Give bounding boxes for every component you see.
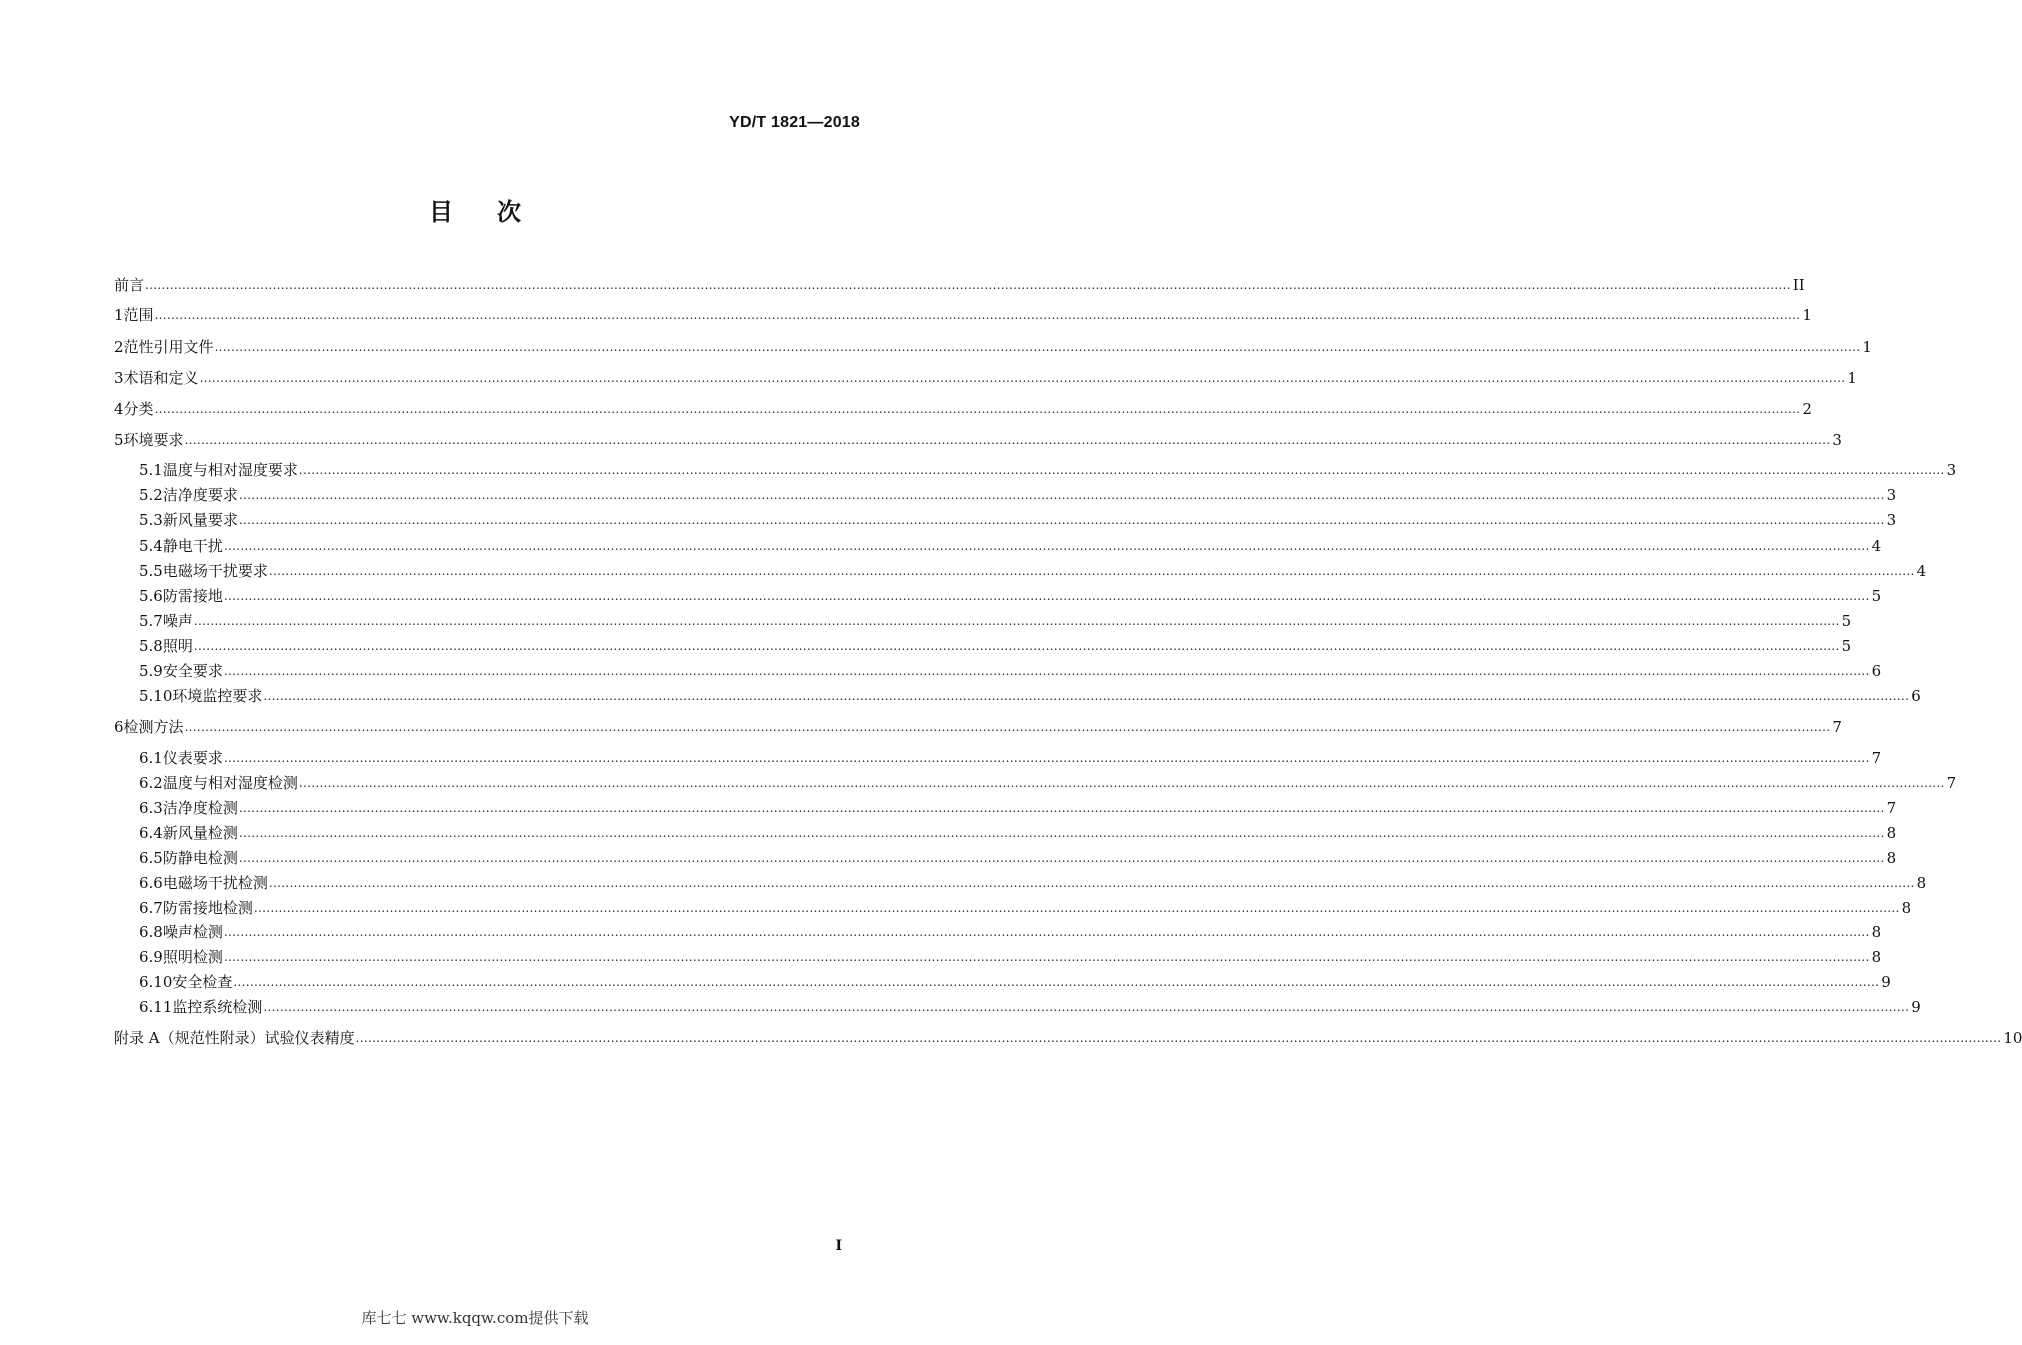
toc-entry-label: 防静电检测 (162, 849, 238, 867)
toc-entry-label: 附录 A（规范性附录）试验仪表精度 (114, 1029, 355, 1047)
toc-entry-number: 6.3 (139, 799, 163, 817)
toc-entry[interactable] (114, 611, 1852, 631)
toc-entry[interactable] (114, 717, 1842, 737)
toc-entry-number: 5.5 (139, 562, 163, 580)
toc-entry-page: 1 (1847, 369, 1857, 387)
toc-entry-label: 环境监控要求 (172, 687, 263, 705)
toc-leader-dots: ................................................................................................................................................................................................................................................................................................................................................................................................................ (238, 488, 1885, 502)
toc-entry[interactable] (114, 997, 1921, 1017)
toc-entry-label: 电磁场干扰检测 (162, 874, 268, 892)
toc-entry-number: 3 (114, 369, 124, 387)
toc-entry-page: 6 (1911, 687, 1921, 705)
toc-entry[interactable] (114, 798, 1897, 818)
toc-entry-label: 安全要求 (162, 662, 223, 680)
toc-entry[interactable] (114, 460, 1957, 480)
toc-leader-dots: ................................................................................................................................................................................................................................................................................................................................................................................................................ (238, 513, 1885, 527)
toc-entry-page: 1 (1802, 306, 1812, 324)
toc-entry-label: 静电干扰 (162, 537, 223, 555)
toc-entry-label: 照明检测 (162, 948, 223, 966)
toc-entry-page: 3 (1886, 511, 1897, 529)
toc-entry[interactable] (114, 430, 1842, 450)
toc-entry-number: 6.5 (139, 849, 163, 867)
toc-entry[interactable] (114, 898, 1912, 918)
toc-leader-dots: ................................................................................................................................................................................................................................................................................................................................................................................................................ (154, 308, 1801, 322)
toc-entry[interactable] (114, 305, 1812, 325)
toc-entry-page: 5 (1841, 637, 1852, 655)
toc-leader-dots: ................................................................................................................................................................................................................................................................................................................................................................................................................ (268, 876, 1915, 890)
toc-entry[interactable] (114, 686, 1921, 706)
toc-entry-label: 安全检查 (172, 973, 233, 991)
toc-entry-label: 范围 (123, 306, 154, 324)
toc-entry-number: 6.7 (139, 899, 163, 917)
toc-entry-page: 8 (1871, 923, 1882, 941)
toc-entry-number: 5.9 (139, 662, 163, 680)
toc-entry[interactable] (114, 636, 1852, 656)
toc-entry[interactable] (114, 748, 1882, 768)
toc-leader-dots: ................................................................................................................................................................................................................................................................................................................................................................................................................ (184, 433, 1831, 447)
toc-leader-dots: ................................................................................................................................................................................................................................................................................................................................................................................................................ (268, 564, 1915, 578)
toc-entry-number: 5 (114, 431, 124, 449)
toc-entry-page: 7 (1832, 718, 1842, 736)
toc-leader-dots: ................................................................................................................................................................................................................................................................................................................................................................................................................ (145, 278, 1791, 292)
toc-entry-number: 6.1 (139, 749, 163, 767)
toc-entry[interactable] (114, 848, 1897, 868)
toc-entry-number: 2 (114, 338, 124, 356)
toc-entry[interactable] (114, 399, 1812, 419)
toc-entry[interactable] (114, 873, 1927, 893)
title-char-2: 次 (497, 198, 521, 226)
toc-entry[interactable] (114, 972, 1891, 992)
toc-entry-page: 8 (1886, 824, 1897, 842)
toc-entry-number: 5.7 (139, 612, 163, 630)
toc-entry-number: 6.4 (139, 824, 163, 842)
toc-leader-dots: ................................................................................................................................................................................................................................................................................................................................................................................................................ (263, 689, 1910, 703)
toc-entry[interactable] (114, 275, 1805, 295)
toc-entry-label: 防雷接地检测 (162, 899, 253, 917)
toc-leader-dots: ................................................................................................................................................................................................................................................................................................................................................................................................................ (263, 1000, 1910, 1014)
toc-entry-page: 5 (1871, 587, 1882, 605)
toc-entry-page: 10 (2003, 1029, 2022, 1047)
toc-leader-dots: ................................................................................................................................................................................................................................................................................................................................................................................................................ (223, 925, 1870, 939)
toc-entry-page: 3 (1886, 486, 1897, 504)
toc-entry-page: 1 (1862, 338, 1872, 356)
toc-entry-page: 9 (1881, 973, 1891, 991)
toc-entry-number: 5.1 (139, 461, 163, 479)
toc-entry-page: 8 (1916, 874, 1927, 892)
toc-entry-label: 术语和定义 (123, 369, 199, 387)
toc-entry-label: 监控系统检测 (172, 998, 263, 1016)
toc-entry-label: 新风量要求 (162, 511, 238, 529)
toc-leader-dots: ................................................................................................................................................................................................................................................................................................................................................................................................................ (154, 402, 1801, 416)
toc-leader-dots: ................................................................................................................................................................................................................................................................................................................................................................................................................ (184, 720, 1831, 734)
toc-leader-dots: ................................................................................................................................................................................................................................................................................................................................................................................................................ (193, 639, 1840, 653)
toc-entry-page: 8 (1886, 849, 1897, 867)
download-footer: 库七七 www.kqqw.com提供下载 (361, 1309, 589, 1327)
toc-entry-label: 防雷接地 (162, 587, 223, 605)
toc-entry-page: 7 (1946, 774, 1957, 792)
toc-entry[interactable] (114, 536, 1882, 556)
toc-entry-number: 5.3 (139, 511, 163, 529)
toc-entry[interactable] (114, 823, 1897, 843)
toc-leader-dots: ................................................................................................................................................................................................................................................................................................................................................................................................................ (238, 851, 1885, 865)
toc-entry[interactable] (114, 922, 1882, 942)
toc-entry-page: 8 (1871, 948, 1882, 966)
toc-leader-dots: ................................................................................................................................................................................................................................................................................................................................................................................................................ (223, 950, 1870, 964)
toc-entry-number: 6.9 (139, 948, 163, 966)
toc-entry-page: 7 (1886, 799, 1897, 817)
toc-entry-page: 4 (1871, 537, 1882, 555)
toc-entry-page: 3 (1832, 431, 1842, 449)
toc-entry-page: 9 (1911, 998, 1921, 1016)
toc-entry-number: 1 (114, 306, 124, 324)
toc-leader-dots: ................................................................................................................................................................................................................................................................................................................................................................................................................ (238, 801, 1885, 815)
toc-leader-dots: ................................................................................................................................................................................................................................................................................................................................................................................................................ (355, 1031, 2002, 1045)
toc-entry-page: 8 (1901, 899, 1912, 917)
toc-leader-dots: ................................................................................................................................................................................................................................................................................................................................................................................................................ (214, 340, 1861, 354)
toc-entry-number: 5.4 (139, 537, 163, 555)
toc-entry-number: 5.2 (139, 486, 163, 504)
toc-entry-number: 6.11 (139, 998, 173, 1016)
toc-entry[interactable] (114, 947, 1882, 967)
toc-entry[interactable] (114, 1028, 2022, 1048)
standard-number: YD/T 1821—2018 (729, 114, 860, 131)
toc-entry[interactable] (114, 586, 1882, 606)
toc-entry[interactable] (114, 773, 1957, 793)
toc-entry[interactable] (114, 485, 1897, 505)
toc-entry-number: 4 (114, 400, 124, 418)
toc-entry-number: 5.6 (139, 587, 163, 605)
toc-leader-dots: ................................................................................................................................................................................................................................................................................................................................................................................................................ (298, 776, 1945, 790)
toc-leader-dots: ................................................................................................................................................................................................................................................................................................................................................................................................................ (233, 975, 1880, 989)
toc-entry-page: 4 (1916, 562, 1927, 580)
toc-entry-label: 噪声 (162, 612, 193, 630)
toc-entry-page: 2 (1802, 400, 1812, 418)
toc-leader-dots: ................................................................................................................................................................................................................................................................................................................................................................................................................ (223, 539, 1870, 553)
toc-entry-number: 6.8 (139, 923, 163, 941)
toc-entry-number: 5.10 (139, 687, 173, 705)
toc-entry-label: 噪声检测 (162, 923, 223, 941)
toc-leader-dots: ................................................................................................................................................................................................................................................................................................................................................................................................................ (193, 614, 1840, 628)
toc-leader-dots: ................................................................................................................................................................................................................................................................................................................................................................................................................ (199, 371, 1846, 385)
toc-entry[interactable] (114, 510, 1897, 530)
toc-entry-page: 6 (1871, 662, 1882, 680)
toc-entry-label: 检测方法 (123, 718, 184, 736)
title-char-1: 目 (429, 198, 453, 226)
page-number: I (835, 1238, 842, 1254)
toc-entry[interactable] (114, 368, 1857, 388)
toc-entry-page: 7 (1871, 749, 1882, 767)
toc-entry-label: 范性引用文件 (123, 338, 214, 356)
toc-entry[interactable] (114, 337, 1872, 357)
toc-entry-label: 前言 (114, 276, 145, 294)
toc-entry-label: 温度与相对湿度检测 (162, 774, 298, 792)
toc-entry-number: 6.10 (139, 973, 173, 991)
toc-leader-dots: ................................................................................................................................................................................................................................................................................................................................................................................................................ (238, 826, 1885, 840)
toc-entry[interactable] (114, 561, 1927, 581)
toc-entry-page: 5 (1841, 612, 1852, 630)
toc-entry-number: 6 (114, 718, 124, 736)
toc-leader-dots: ................................................................................................................................................................................................................................................................................................................................................................................................................ (223, 664, 1870, 678)
toc-entry-label: 新风量检测 (162, 824, 238, 842)
toc-leader-dots: ................................................................................................................................................................................................................................................................................................................................................................................................................ (223, 589, 1870, 603)
toc-entry-label: 电磁场干扰要求 (162, 562, 268, 580)
toc-entry-number: 6.6 (139, 874, 163, 892)
toc-entry-label: 分类 (123, 400, 154, 418)
toc-entry-label: 环境要求 (123, 431, 184, 449)
toc-entry-label: 洁净度要求 (162, 486, 238, 504)
page-title (0, 192, 950, 227)
toc-entry-page: II (1792, 276, 1805, 294)
toc-entry[interactable] (114, 661, 1882, 681)
toc-entry-label: 温度与相对湿度要求 (162, 461, 298, 479)
toc-entry-number: 6.2 (139, 774, 163, 792)
toc-entry-label: 仪表要求 (162, 749, 223, 767)
toc-entry-label: 照明 (162, 637, 193, 655)
toc-entry-number: 5.8 (139, 637, 163, 655)
toc-leader-dots: ................................................................................................................................................................................................................................................................................................................................................................................................................ (298, 463, 1945, 477)
toc-leader-dots: ................................................................................................................................................................................................................................................................................................................................................................................................................ (223, 751, 1870, 765)
toc-entry-page: 3 (1946, 461, 1957, 479)
toc-leader-dots: ................................................................................................................................................................................................................................................................................................................................................................................................................ (253, 901, 1900, 915)
toc-entry-label: 洁净度检测 (162, 799, 238, 817)
